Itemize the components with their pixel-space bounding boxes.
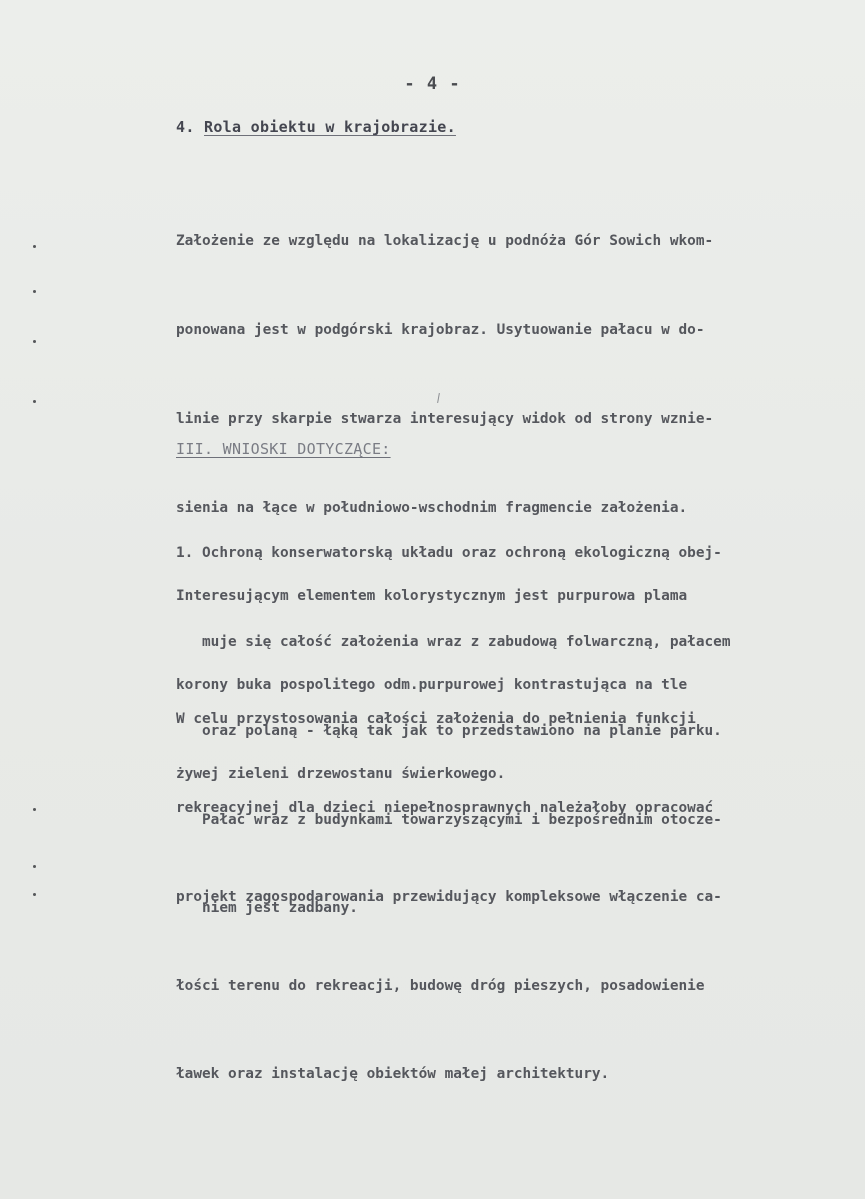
margin-punch-mark	[33, 400, 36, 403]
margin-punch-mark	[33, 865, 36, 868]
conclusions-title: III. WNIOSKI DOTYCZĄCE:	[176, 440, 391, 458]
margin-punch-mark	[33, 340, 36, 343]
paragraph-line: niem jest zadbany.	[176, 900, 358, 917]
paragraph-line: W celu przystosowania całości założenia do pełnienia funkcji	[176, 711, 696, 728]
margin-punch-mark	[33, 808, 36, 811]
conclusions-heading	[176, 440, 391, 458]
margin-punch-mark	[33, 245, 36, 248]
paragraph-line: ponowana jest w podgórski krajobraz. Usytuowanie pałacu w do-	[176, 321, 705, 338]
recreation-paragraph	[176, 646, 816, 1149]
paragraph-line: ławek oraz instalację obiektów małej architektury.	[176, 1066, 610, 1083]
paragraph-line: Pałac wraz z budynkami towarzyszącymi i bezpośrednim otocze-	[176, 811, 722, 828]
paragraph-line: sienia na łące w południowo-wschodnim fragmencie założenia.	[176, 499, 688, 516]
section-4-title: Rola obiektu w krajobrazie.	[204, 118, 456, 136]
paragraph-line: muje się całość założenia wraz z zabudową folwarczną, pałacem	[176, 633, 731, 650]
margin-punch-mark	[33, 290, 36, 293]
paragraph-line: Interesującym elementem kolorystycznym jest purpurowa plama	[176, 588, 688, 605]
section-4-heading	[176, 118, 456, 136]
paragraph-line: żywej zieleni drzewostanu świerkowego.	[176, 765, 506, 782]
paragraph-line: 1. Ochroną konserwatorską układu oraz ochroną ekologiczną obej-	[176, 545, 722, 562]
paragraph-line: projekt zagospodarowania przewidujący kompleksowe włączenie ca-	[176, 888, 722, 905]
page-number: - 4 -	[404, 74, 461, 94]
paragraph-line: korony buka pospolitego odm.purpurowej kontrastująca na tle	[176, 677, 688, 694]
paragraph-line: Założenie ze względu na lokalizację u podnóża Gór Sowich wkom-	[176, 233, 714, 250]
paragraph-line: oraz polaną - łąką tak jak to przedstawiono na planie parku.	[176, 722, 722, 739]
section-4-number: 4.	[176, 118, 195, 136]
paragraph-line: rekreacyjnej dla dzieci niepełnosprawnych należałoby opracować	[176, 799, 714, 816]
paragraph-line: linie przy skarpie stwarza interesujący widok od strony wznie-	[176, 410, 714, 427]
paragraph-line: łości terenu do rekreacji, budowę dróg pieszych, posadowienie	[176, 977, 705, 994]
margin-punch-mark	[33, 893, 36, 896]
